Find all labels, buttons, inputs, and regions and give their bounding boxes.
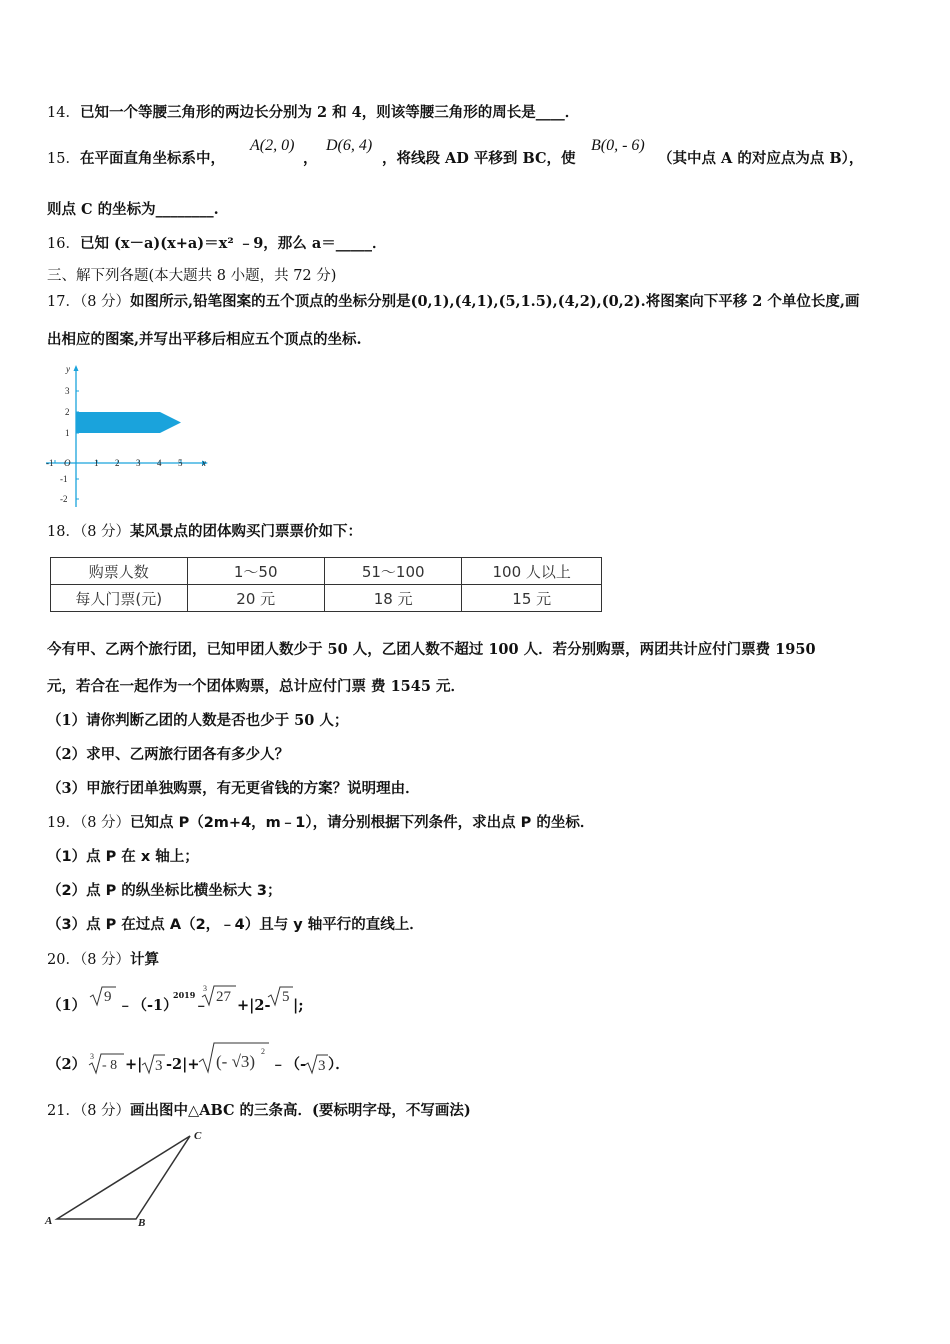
y-tick-2: 2 [65,407,70,417]
pencil-shape [76,412,181,433]
q20-sub1-sqrt9 [88,984,118,1008]
exponent: 2 [261,1047,265,1056]
vertex-a-label: A [45,1215,53,1227]
radicand: 5 [282,989,290,1005]
q20-number: 20． [47,952,80,968]
x-tick-3: 3 [136,458,141,468]
q15-point-d: D(6, 4) [326,137,373,154]
q20-line [47,950,159,970]
q19-sub3: （3）点 P 在过点 A（2，﹣4）且与 y 轴平行的直线上． [47,917,424,933]
x-tick-5: 5 [178,458,183,468]
q14-number: 14． [47,105,80,121]
q18-line [47,522,362,542]
q19-sub2: （2）点 P 的纵坐标比横坐标大 3； [47,883,282,899]
q20-sub2-m3: ﹣（- [271,1056,307,1073]
q14-text: 已知一个等腰三角形的两边长分别为 2 和 4，则该等腰三角形的周长是____． [79,104,580,121]
radicand: (- √3) [216,1052,256,1071]
q15-line1 [47,149,225,169]
q20-sub1-sqrt5 [266,984,294,1008]
q19-text: 已知点 P（2m+4，m﹣1），请分别根据下列条件，求出点 P 的坐标． [130,815,595,831]
radicand: 27 [216,989,231,1005]
q21-number: 21． [47,1103,80,1119]
q19-number: 19． [47,815,80,831]
q16-number: 16． [47,236,80,252]
table-cell: 100 人以上 [462,558,602,585]
q20-sub2-label: （2） [47,1056,87,1073]
section-3-heading: 三、解下列各题(本大题共 8 小题，共 72 分) [47,268,337,284]
q18-paragraph-line2: 元，若合在一起作为一个团体购票，总计应付门票 费 1545 元． [47,678,465,695]
q18-intro: 某风景点的团体购买门票票价如下： [130,523,363,540]
ticket-price-table [50,557,602,612]
q20-points: （8 分） [79,952,131,968]
q21-points: （8 分） [79,1103,131,1119]
q18-points: （8 分） [79,524,131,540]
radicand: 3 [318,1058,326,1074]
svg-text:3: 3 [203,984,207,993]
q20-sub2-m2: -2|+ [166,1056,200,1073]
table-row [51,585,602,612]
q19-line [47,813,594,833]
table-cell: 51～100 [324,558,462,585]
q15-comma: ， [303,150,318,167]
q20-sub1-cuberoot27 [199,982,239,1008]
q17-number: 17． [47,294,80,310]
q15-text2: ，将线段 AD 平移到 BC，使 [382,150,576,167]
q17-line2: 出相应的图案,并写出平移后相应五个顶点的坐标. [47,331,362,348]
q18-number: 18． [47,524,80,540]
q20-sub2-sqrt-square [197,1040,273,1074]
q19-sub1: （1）点 P 在 x 轴上； [47,849,199,865]
q18-paragraph-line1: 今有甲、乙两个旅行团，已知甲团人数少于 50 人，乙团人数不超过 100 人．若分别购票，两团共计应付门票费 1950 [47,641,816,658]
q15-number: 15． [47,151,80,167]
q17-coordinate-graph [42,362,212,512]
q17-line1 [47,292,859,312]
q20-sub1-m2: ﹣ [194,997,209,1014]
triangle-abc [57,1136,190,1219]
q18-sub2: （2）求甲、乙两旅行团各有多少人？ [47,746,290,763]
q15-point-b: B(0, - 6) [591,137,645,154]
q20-sub2-end: ）． [328,1056,350,1073]
q20-sub2-sqrt3-b [303,1052,329,1076]
q17-points: （8 分） [79,294,131,310]
q21-line [47,1101,471,1121]
q20-sub1-exponent: 2019 [173,990,196,1000]
q16-line [47,234,387,254]
q21-text: 画出图中△ABC 的三条高．(要标明字母，不写画法) [130,1102,471,1119]
y-tick-3: 3 [65,386,70,396]
q17-text1: 如图所示,铅笔图案的五个顶点的坐标分别是(0,1),(4,1),(5,1.5),(4,2),(0,2).将图案向下平移 2 个单位长度,画 [130,293,860,310]
y-tick-neg1: -1 [60,474,68,484]
svg-text:3: 3 [90,1052,94,1061]
origin-label: O [64,458,71,468]
radicand: 9 [104,989,112,1005]
radicand: - 8 [102,1058,118,1073]
table-cell: 15 元 [462,585,602,612]
q14-line [47,103,579,123]
table-cell: 每人门票(元) [51,585,188,612]
triangle-abc-figure [40,1125,220,1235]
q20-sub2-cuberoot-neg8 [86,1050,126,1076]
q20-sub1-m3: +|2- [237,997,271,1014]
q20-sub2-sqrt3 [140,1052,166,1076]
x-tick-neg1: -1 [46,458,54,468]
q20-sub2-m1: +| [125,1056,143,1073]
x-axis-label: x [202,458,206,468]
table-row [51,558,602,585]
q15-point-a: A(2, 0) [250,137,295,154]
q20-sub1-m1: ﹣（-1） [118,997,178,1014]
q20-text: 计算 [130,951,160,968]
y-tick-neg2: -2 [60,494,68,504]
vertex-b-label: B [138,1217,146,1229]
radicand: 3 [155,1058,163,1074]
q19-points: （8 分） [79,815,131,831]
q20-sub1-label: （1） [47,997,87,1014]
q20-sub1-end: |; [293,997,304,1014]
q18-sub1: （1）请你判断乙团的人数是否也少于 50 人； [47,712,349,729]
q15-text3: （其中点 A 的对应点为点 B）， [658,150,864,167]
x-tick-1: 1 [94,458,99,468]
y-axis-label: y [66,364,70,374]
x-tick-2: 2 [115,458,120,468]
vertex-c-label: C [194,1130,202,1142]
q15-text1: 在平面直角坐标系中， [79,150,225,167]
table-cell: 1～50 [187,558,324,585]
table-cell: 18 元 [324,585,462,612]
q18-sub3: （3）甲旅行团单独购票，有无更省钱的方案？说明理由． [47,780,420,797]
x-tick-4: 4 [157,458,162,468]
table-cell: 购票人数 [51,558,188,585]
y-tick-1: 1 [65,428,70,438]
table-cell: 20 元 [187,585,324,612]
q15-line2: 则点 C 的坐标为________. [47,201,219,218]
q16-text: 已知 (x－a)(x+a)＝x² ﹣9，那么 a＝_____． [79,235,387,252]
